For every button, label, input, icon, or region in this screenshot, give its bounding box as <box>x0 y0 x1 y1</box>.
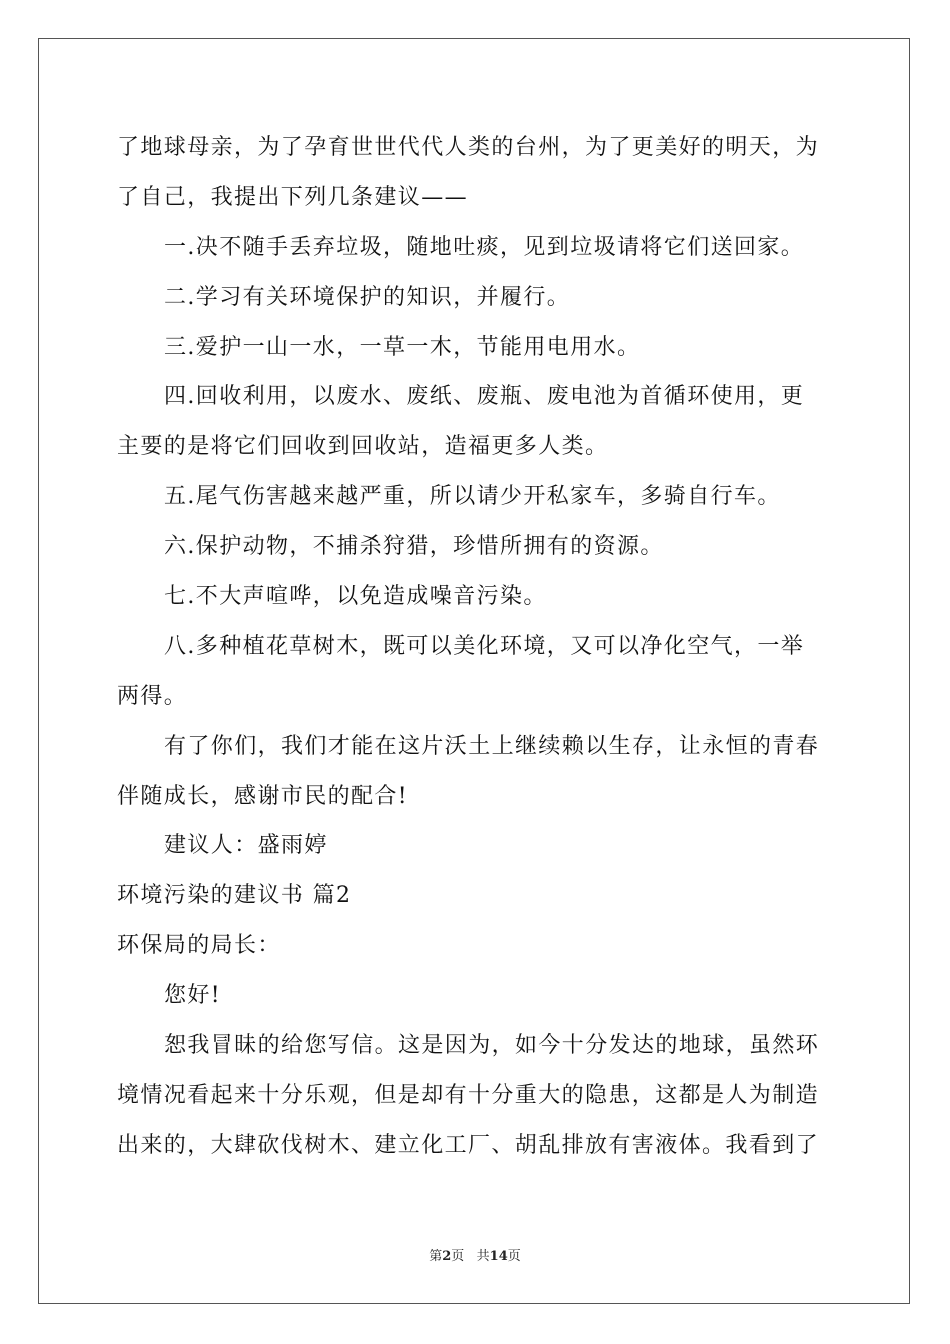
footer-suffix: 页 <box>507 1249 521 1264</box>
text-line: 四.回收利用，以废水、废纸、废瓶、废电池为首循环使用，更 <box>164 384 805 409</box>
text-line: 了自己，我提出下列几条建议—— <box>117 185 469 210</box>
footer-prefix: 第 <box>429 1249 443 1264</box>
signature-line: 建议人：盛雨婷 <box>164 833 328 858</box>
footer-total-pages: 14 <box>489 1249 508 1264</box>
page-footer <box>0 1248 950 1266</box>
text-line: 六.保护动物，不捕杀狩猎，珍惜所拥有的资源。 <box>164 534 664 559</box>
text-line: 二.学习有关环境保护的知识，并履行。 <box>164 285 571 310</box>
text-line: 三.爱护一山一水，一草一木，节能用电用水。 <box>164 335 641 360</box>
text-line: 了地球母亲，为了孕育世世代代人类的台州，为了更美好的明天，为 <box>117 135 820 160</box>
footer-page-number: 2 <box>442 1249 452 1264</box>
text-line: 伴随成长，感谢市民的配合! <box>117 784 409 809</box>
text-line: 五.尾气伤害越来越严重，所以请少开私家车，多骑自行车。 <box>164 484 781 509</box>
greeting: 您好! <box>164 983 222 1008</box>
salutation: 环保局的局长： <box>117 933 281 958</box>
text-line: 七.不大声喧哗，以免造成噪音污染。 <box>164 584 547 609</box>
footer-mid: 页 共 <box>451 1249 490 1264</box>
text-line: 有了你们，我们才能在这片沃土上继续赖以生存，让永恒的青春 <box>164 734 820 759</box>
section-heading: 环境污染的建议书 篇2 <box>117 883 352 908</box>
text-line: 一.决不随手丢弃垃圾，随地吐痰，见到垃圾请将它们送回家。 <box>164 235 805 260</box>
text-line: 主要的是将它们回收到回收站，造福更多人类。 <box>117 434 609 459</box>
text-line: 出来的，大肆砍伐树木、建立化工厂、胡乱排放有害液体。我看到了 <box>117 1133 820 1158</box>
text-line: 两得。 <box>117 684 188 709</box>
text-line: 恕我冒昧的给您写信。这是因为，如今十分发达的地球，虽然环 <box>164 1033 820 1058</box>
text-line: 境情况看起来十分乐观，但是却有十分重大的隐患，这都是人为制造 <box>117 1083 820 1108</box>
text-line: 八.多种植花草树木，既可以美化环境，又可以净化空气，一举 <box>164 634 805 659</box>
page-border <box>38 38 910 1304</box>
